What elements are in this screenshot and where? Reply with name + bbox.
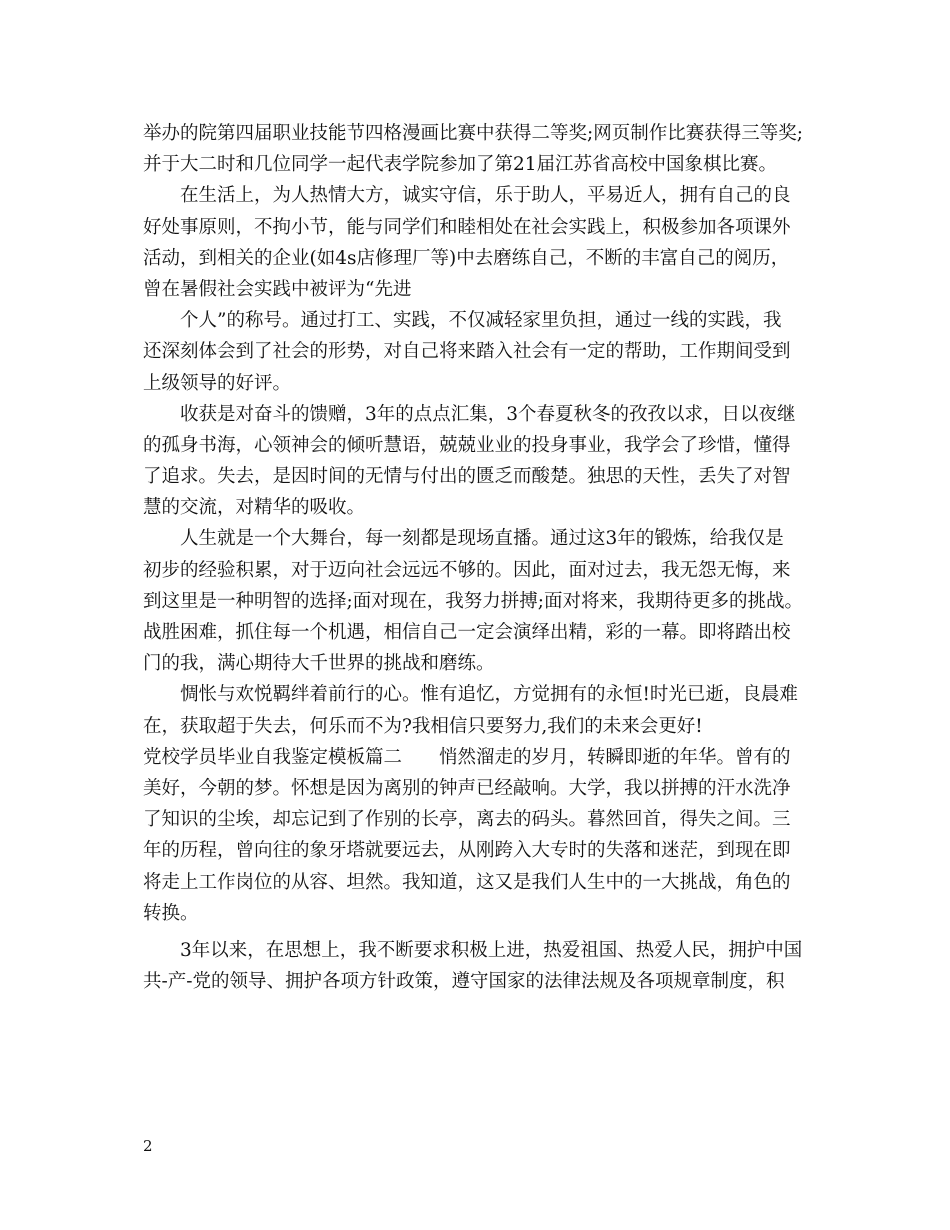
text-line: 慧的交流，对精华的吸收。 <box>143 497 366 519</box>
text-line: 收获是对奋斗的馈赠，3年的点点汇集，3个春夏秋冬的孜孜以求，日以夜继 <box>143 403 796 425</box>
text-line: 还深刻体会到了社会的形势，对自己将来踏入社会有一定的帮助，工作期间受到 <box>143 341 791 363</box>
text-line: 在生活上，为人热情大方，诚实守信，乐于助人，平易近人，拥有自己的良 <box>143 185 791 207</box>
text-line: 活动，到相关的企业(如4s店修理厂等)中去磨练自己，不断的丰富自己的阅历， <box>143 247 790 269</box>
text-line: 初步的经验积累，对于迈向社会远远不够的。因此，面对过去，我无怨无悔，来 <box>143 559 791 581</box>
text-line: 门的我，满心期待大千世界的挑战和磨练。 <box>143 653 495 675</box>
text-line: 并于大二时和几位同学一起代表学院参加了第21届江苏省高校中国象棋比赛。 <box>143 154 778 176</box>
text-line: 将走上工作岗位的从容、坦然。我知道，这又是我们人生中的一大挑战，角色的 <box>143 871 791 893</box>
text-line: 了追求。失去，是因时间的无情与付出的匮乏而酸楚。独思的天性，丢失了对智 <box>143 466 791 488</box>
text-line: 好处事原则，不拘小节，能与同学们和睦相处在社会实践上，积极参加各项课外 <box>143 216 791 238</box>
text-line: 3年以来，在思想上，我不断要求积极上进，热爱祖国、热爱人民，拥护中国 <box>143 939 803 961</box>
page-number: 2 <box>143 1137 153 1155</box>
text-line: 年的历程，曾向往的象牙塔就要远去，从刚跨入大专时的失落和迷茫，到现在即 <box>143 840 791 862</box>
text-line: 到这里是一种明智的选择;面对现在，我努力拼搏;面对将来，我期待更多的挑战。 <box>143 590 803 612</box>
text-line: 战胜困难，抓住每一个机遇，相信自己一定会演绎出精，彩的一幕。即将踏出校 <box>143 622 791 643</box>
text-line: 在，获取超于失去，何乐而不为?我相信只要努力,我们的未来会更好! <box>143 715 703 737</box>
text-line: 曾在暑假社会实践中被评为“先进 <box>143 278 412 300</box>
text-line: 惆怅与欢悦羁绊着前行的心。惟有追忆，方觉拥有的永恒!时光已逝，良晨难 <box>143 684 798 706</box>
text-line: 人生就是一个大舞台，每一刻都是现场直播。通过这3年的锻炼，给我仅是 <box>143 528 784 550</box>
text-line: 个人”的称号。通过打工、实践，不仅减轻家里负担，通过一线的实践，我 <box>143 310 782 332</box>
body-text <box>143 118 813 997</box>
text-line: 举办的院第四届职业技能节四格漫画比赛中获得二等奖;网页制作比赛获得三等奖; <box>143 123 803 144</box>
text-line: 党校学员毕业自我鉴定模板篇二 悄然溜走的岁月，转瞬即逝的年华。曾有的 <box>143 746 791 768</box>
text-line: 转换。 <box>143 902 199 924</box>
text-line: 了知识的尘埃，却忘记到了作别的长亭，离去的码头。暮然回首，得失之间。三 <box>143 809 791 831</box>
text-line: 的孤身书海，心领神会的倾听慧语，兢兢业业的投身事业，我学会了珍惜，懂得 <box>143 434 791 456</box>
text-line: 上级领导的好评。 <box>143 372 292 394</box>
text-line: 美好，今朝的梦。怀想是因为离别的钟声已经敲响。大学，我以拼搏的汗水洗净 <box>143 777 791 799</box>
text-line: 共-产-党的领导、拥护各项方针政策，遵守国家的法律法规及各项规章制度，积 <box>143 971 785 993</box>
